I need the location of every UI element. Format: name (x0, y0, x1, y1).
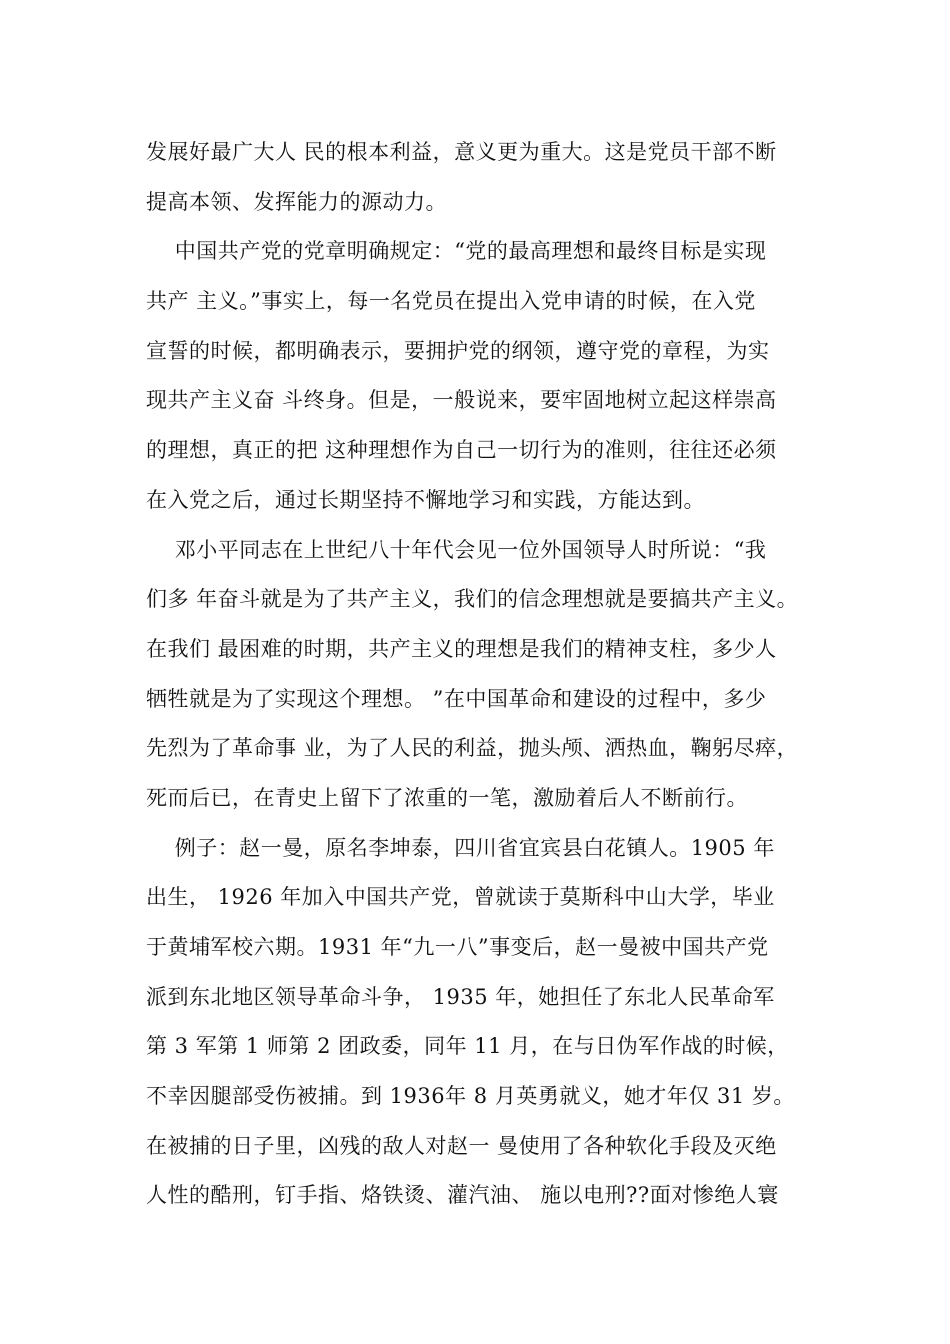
body-text (146, 128, 826, 1221)
text-line: 死而后已，在青史上留下了浓重的一笔，激励着后人不断前行。 (146, 785, 748, 810)
text-line: 发展好最广大人 民的根本利益，意义更为重大。这是党员干部不断 (146, 140, 777, 164)
text-line: 宣誓的时候，都明确表示，要拥护党的纲领，遵守党的章程，为实 (146, 338, 770, 363)
text-line: 在我们 最困难的时期，共产主义的理想是我们的精神支柱，多少人 (146, 636, 777, 661)
text-line: 在被捕的日子里，凶残的敌人对赵一 曼使用了各种软化手段及灭绝 (146, 1133, 777, 1158)
text-line: 们多 年奋斗就是为了共产主义，我们的信念理想就是要搞共产主义。 (146, 587, 799, 612)
text-line: 第 3 军第 1 师第 2 团政委，同年 11 月，在与日伪军作战的时候， (146, 1034, 789, 1059)
text-line: 出生， 1926 年加入中国共产党，曾就读于莫斯科中山大学，毕业 (146, 885, 775, 910)
text-line: 人性的酷刑，钉手指、烙铁烫、灌汽油、 施以电刑??面对惨绝人寰 (146, 1183, 779, 1208)
paragraph-first-line: 邓小平同志在上世纪八十年代会见一位外国领导人时所说：“我 (146, 537, 767, 562)
text-line: 在入党之后，通过长期坚持不懈地学习和实践，方能达到。 (146, 487, 705, 512)
text-line: 提高本领、发挥能力的源动力。 (146, 189, 447, 214)
paragraph-first-line: 例子：赵一曼，原名李坤泰，四川省宜宾县白花镇人。1905 年 (146, 835, 775, 860)
text-line: 现共产主义奋 斗终身。但是，一般说来，要牢固地树立起这样崇高 (146, 388, 777, 413)
paragraph-first-line: 中国共产党的党章明确规定：“党的最高理想和最终目标是实现 (146, 239, 767, 264)
text-line: 先烈为了革命事 业，为了人民的利益，抛头颅、洒热血，鞠躬尽瘁， (146, 736, 799, 761)
text-line: 于黄埔军校六期。1931 年“九一八”事变后，赵一曼被中国共产党 (146, 935, 769, 959)
text-line: 牺牲就是为了实现这个理想。 ”在中国革命和建设的过程中，多少 (146, 686, 767, 711)
text-line: 派到东北地区领导革命斗争， 1935 年，她担任了东北人民革命军 (146, 984, 775, 1009)
text-line: 共产 主义。”事实上，每一名党员在提出入党申请的时候，在入党 (146, 289, 756, 314)
text-line: 不幸因腿部受伤被捕。到 1936年 8 月英勇就义，她才年仅 31 岁。 (146, 1084, 795, 1109)
text-line: 的理想，真正的把 这种理想作为自己一切行为的准则，往往还必须 (146, 438, 777, 463)
